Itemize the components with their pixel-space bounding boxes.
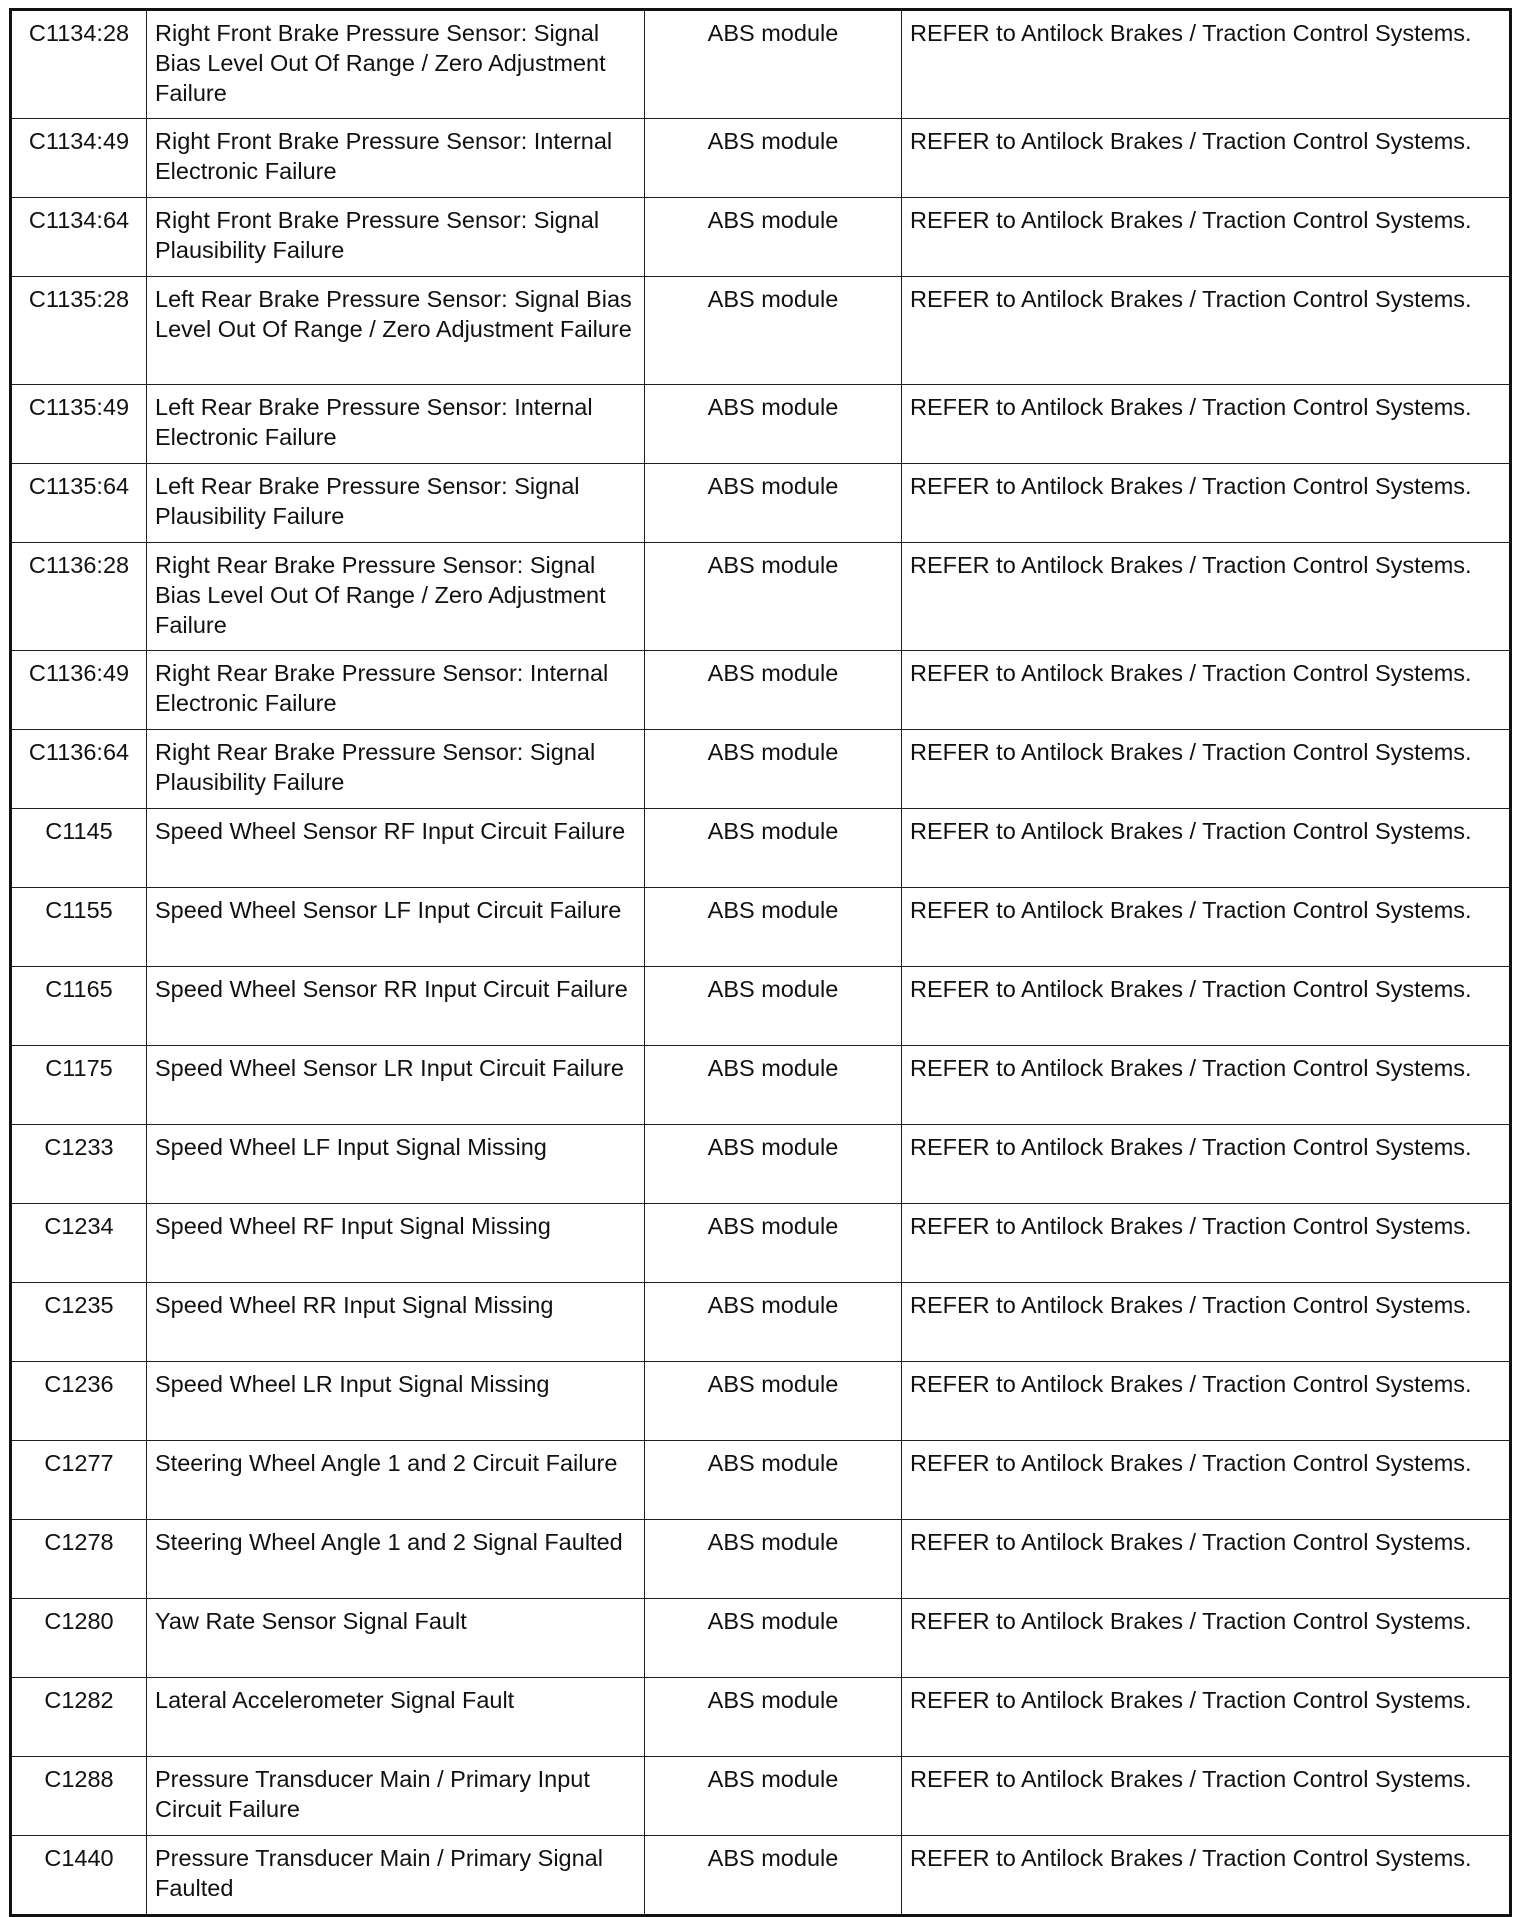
dtc-action: REFER to Antilock Brakes / Traction Control Systems. [902, 1520, 1511, 1599]
dtc-code: C1134:28 [11, 10, 147, 119]
dtc-module: ABS module [645, 464, 902, 543]
dtc-module: ABS module [645, 1125, 902, 1204]
dtc-action: REFER to Antilock Brakes / Traction Control Systems. [902, 1204, 1511, 1283]
dtc-description: Pressure Transducer Main / Primary Input Circuit Failure [147, 1757, 645, 1836]
dtc-description: Speed Wheel Sensor LF Input Circuit Failure [147, 888, 645, 967]
dtc-module: ABS module [645, 1520, 902, 1599]
dtc-description: Right Rear Brake Pressure Sensor: Signal Bias Level Out Of Range / Zero Adjustment Failure [147, 543, 645, 651]
dtc-code: C1440 [11, 1836, 147, 1916]
dtc-description: Left Rear Brake Pressure Sensor: Signal Plausibility Failure [147, 464, 645, 543]
dtc-code: C1236 [11, 1362, 147, 1441]
dtc-description: Yaw Rate Sensor Signal Fault [147, 1599, 645, 1678]
dtc-code: C1136:49 [11, 651, 147, 730]
dtc-description: Speed Wheel Sensor LR Input Circuit Failure [147, 1046, 645, 1125]
dtc-code: C1280 [11, 1599, 147, 1678]
dtc-action: REFER to Antilock Brakes / Traction Control Systems. [902, 464, 1511, 543]
dtc-description: Left Rear Brake Pressure Sensor: Signal Bias Level Out Of Range / Zero Adjustment Failure [147, 277, 645, 385]
dtc-action: REFER to Antilock Brakes / Traction Control Systems. [902, 1599, 1511, 1678]
dtc-action: REFER to Antilock Brakes / Traction Control Systems. [902, 730, 1511, 809]
dtc-action: REFER to Antilock Brakes / Traction Control Systems. [902, 1757, 1511, 1836]
dtc-action: REFER to Antilock Brakes / Traction Control Systems. [902, 119, 1511, 198]
dtc-description: Right Rear Brake Pressure Sensor: Internal Electronic Failure [147, 651, 645, 730]
dtc-action: REFER to Antilock Brakes / Traction Control Systems. [902, 1283, 1511, 1362]
table-row [11, 277, 1511, 385]
dtc-description: Steering Wheel Angle 1 and 2 Circuit Failure [147, 1441, 645, 1520]
dtc-code: C1235 [11, 1283, 147, 1362]
dtc-code: C1136:28 [11, 543, 147, 651]
dtc-action: REFER to Antilock Brakes / Traction Control Systems. [902, 1046, 1511, 1125]
dtc-code: C1165 [11, 967, 147, 1046]
dtc-action: REFER to Antilock Brakes / Traction Control Systems. [902, 809, 1511, 888]
dtc-description: Right Front Brake Pressure Sensor: Internal Electronic Failure [147, 119, 645, 198]
table-row [11, 1204, 1511, 1283]
table-row [11, 809, 1511, 888]
dtc-module: ABS module [645, 1678, 902, 1757]
dtc-module: ABS module [645, 809, 902, 888]
dtc-module: ABS module [645, 1836, 902, 1916]
table-row [11, 1125, 1511, 1204]
dtc-description: Speed Wheel Sensor RF Input Circuit Failure [147, 809, 645, 888]
dtc-action: REFER to Antilock Brakes / Traction Control Systems. [902, 1441, 1511, 1520]
table-row [11, 1046, 1511, 1125]
table-row [11, 967, 1511, 1046]
dtc-description: Right Front Brake Pressure Sensor: Signal Plausibility Failure [147, 198, 645, 277]
dtc-action: REFER to Antilock Brakes / Traction Control Systems. [902, 888, 1511, 967]
dtc-action: REFER to Antilock Brakes / Traction Control Systems. [902, 277, 1511, 385]
dtc-description: Lateral Accelerometer Signal Fault [147, 1678, 645, 1757]
dtc-description: Left Rear Brake Pressure Sensor: Internal Electronic Failure [147, 385, 645, 464]
table-row [11, 1678, 1511, 1757]
dtc-action: REFER to Antilock Brakes / Traction Control Systems. [902, 651, 1511, 730]
dtc-module: ABS module [645, 277, 902, 385]
dtc-code: C1134:49 [11, 119, 147, 198]
dtc-description: Speed Wheel LR Input Signal Missing [147, 1362, 645, 1441]
table-row [11, 1599, 1511, 1678]
dtc-code: C1288 [11, 1757, 147, 1836]
dtc-description: Pressure Transducer Main / Primary Signal Faulted [147, 1836, 645, 1916]
dtc-description: Speed Wheel RF Input Signal Missing [147, 1204, 645, 1283]
table-row [11, 1757, 1511, 1836]
dtc-code: C1136:64 [11, 730, 147, 809]
table-row [11, 385, 1511, 464]
dtc-action: REFER to Antilock Brakes / Traction Control Systems. [902, 967, 1511, 1046]
dtc-description: Steering Wheel Angle 1 and 2 Signal Faulted [147, 1520, 645, 1599]
dtc-code: C1134:64 [11, 198, 147, 277]
table-row [11, 464, 1511, 543]
table-row [11, 651, 1511, 730]
table-row [11, 1362, 1511, 1441]
dtc-code: C1278 [11, 1520, 147, 1599]
dtc-module: ABS module [645, 1204, 902, 1283]
dtc-module: ABS module [645, 543, 902, 651]
dtc-action: REFER to Antilock Brakes / Traction Control Systems. [902, 198, 1511, 277]
dtc-module: ABS module [645, 1362, 902, 1441]
dtc-module: ABS module [645, 198, 902, 277]
table-row [11, 119, 1511, 198]
dtc-module: ABS module [645, 730, 902, 809]
table-row [11, 10, 1511, 119]
dtc-code: C1135:49 [11, 385, 147, 464]
dtc-description: Speed Wheel LF Input Signal Missing [147, 1125, 645, 1204]
dtc-code: C1145 [11, 809, 147, 888]
dtc-description: Right Front Brake Pressure Sensor: Signal Bias Level Out Of Range / Zero Adjustment Failure [147, 10, 645, 119]
dtc-code: C1277 [11, 1441, 147, 1520]
dtc-description: Speed Wheel Sensor RR Input Circuit Failure [147, 967, 645, 1046]
dtc-code: C1135:64 [11, 464, 147, 543]
dtc-action: REFER to Antilock Brakes / Traction Control Systems. [902, 543, 1511, 651]
dtc-code: C1155 [11, 888, 147, 967]
dtc-module: ABS module [645, 888, 902, 967]
dtc-action: REFER to Antilock Brakes / Traction Control Systems. [902, 10, 1511, 119]
table-row [11, 1441, 1511, 1520]
dtc-module: ABS module [645, 1046, 902, 1125]
dtc-code: C1282 [11, 1678, 147, 1757]
dtc-description: Speed Wheel RR Input Signal Missing [147, 1283, 645, 1362]
dtc-table [9, 8, 1512, 1917]
dtc-action: REFER to Antilock Brakes / Traction Control Systems. [902, 1125, 1511, 1204]
dtc-module: ABS module [645, 119, 902, 198]
dtc-action: REFER to Antilock Brakes / Traction Control Systems. [902, 385, 1511, 464]
dtc-module: ABS module [645, 385, 902, 464]
dtc-module: ABS module [645, 1757, 902, 1836]
dtc-action: REFER to Antilock Brakes / Traction Control Systems. [902, 1678, 1511, 1757]
table-row [11, 1520, 1511, 1599]
dtc-module: ABS module [645, 1441, 902, 1520]
table-row [11, 888, 1511, 967]
table-row [11, 198, 1511, 277]
dtc-code: C1234 [11, 1204, 147, 1283]
table-row [11, 730, 1511, 809]
dtc-action: REFER to Antilock Brakes / Traction Control Systems. [902, 1836, 1511, 1916]
dtc-module: ABS module [645, 1283, 902, 1362]
dtc-code: C1175 [11, 1046, 147, 1125]
dtc-table-body [11, 10, 1511, 1916]
dtc-module: ABS module [645, 967, 902, 1046]
dtc-module: ABS module [645, 1599, 902, 1678]
dtc-description: Right Rear Brake Pressure Sensor: Signal Plausibility Failure [147, 730, 645, 809]
dtc-code: C1135:28 [11, 277, 147, 385]
dtc-code: C1233 [11, 1125, 147, 1204]
dtc-module: ABS module [645, 10, 902, 119]
dtc-module: ABS module [645, 651, 902, 730]
table-row [11, 1283, 1511, 1362]
dtc-action: REFER to Antilock Brakes / Traction Control Systems. [902, 1362, 1511, 1441]
table-row [11, 543, 1511, 651]
table-row [11, 1836, 1511, 1916]
